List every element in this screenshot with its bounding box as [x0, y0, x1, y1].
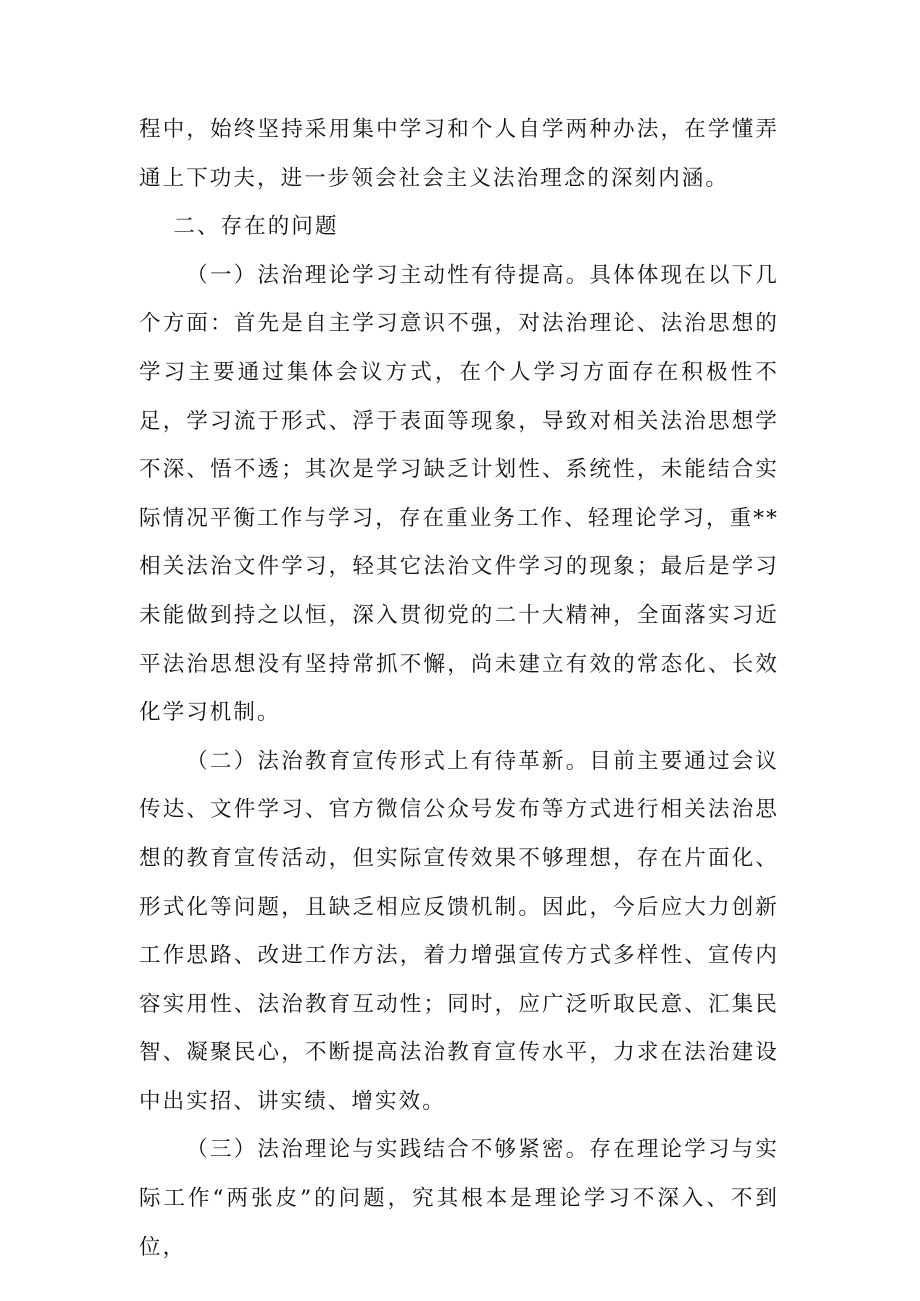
section-heading: 二、存在的问题	[173, 214, 339, 240]
paragraph-continuation: 程中，始终坚持采用集中学习和个人自学两种办法，在学懂弄通上下功夫，进一步领会社会主义法治理念的深刻内涵。	[139, 117, 779, 191]
document-body	[139, 106, 779, 1272]
paragraph-issue-3: （三）法治理论与实践结合不够紧密。存在理论学习与实际工作“两张皮”的问题，究其根本是理论学习不深入、不到位，	[139, 1137, 779, 1260]
paragraph-issue-2: （二）法治教育宣传形式上有待革新。目前主要通过会议传达、文件学习、官方微信公众号发布等方式进行相关法治思想的教育宣传活动，但实际宣传效果不够理想，存在片面化、形式化等问题，且缺乏相应反馈机制。因此，今后应大力创新工作思路、改进工作方法，着力增强宣传方式多样性、宣传内容实用性、法治教育互动性；同时，应广泛听取民意、汇集民智、凝聚民心，不断提高法治教育宣传水平，力求在法治建设中出实招、讲实绩、增实效。	[139, 748, 779, 1114]
paragraph-issue-1: （一）法治理论学习主动性有待提高。具体体现在以下几个方面：首先是自主学习意识不强，对法治理论、法治思想的学习主要通过集体会议方式，在个人学习方面存在积极性不足，学习流于形式、浮于表面等现象，导致对相关法治思想学不深、悟不透；其次是学习缺乏计划性、系统性，未能结合实际情况平衡工作与学习，存在重业务工作、轻理论学习，重**相关法治文件学习，轻其它法治文件学习的现象；最后是学习未能做到持之以恒，深入贯彻党的二十大精神，全面落实习近平法治思想没有坚持常抓不懈，尚未建立有效的常态化、长效化学习机制。	[139, 262, 779, 726]
